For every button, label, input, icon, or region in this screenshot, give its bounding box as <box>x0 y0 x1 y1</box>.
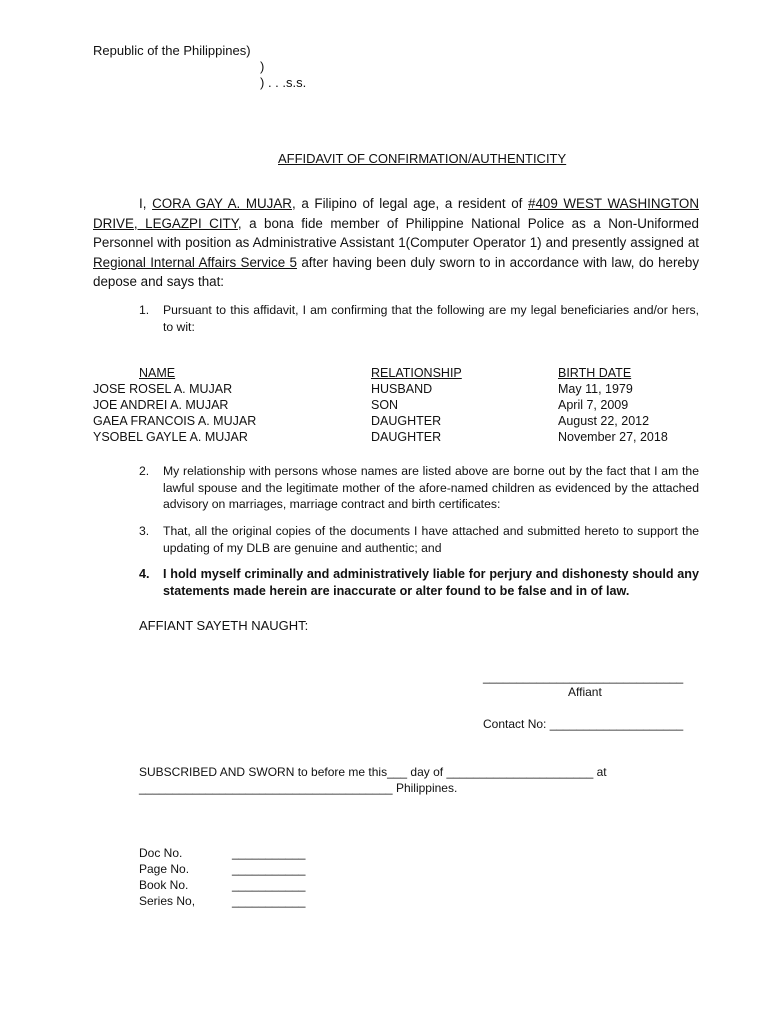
item-number: 1. <box>139 303 150 317</box>
table-header-name: NAME <box>139 366 176 380</box>
header-paren: ) <box>260 59 265 74</box>
table-cell-birthdate: August 22, 2012 <box>558 414 650 428</box>
table-header-birthdate: BIRTH DATE <box>558 366 632 380</box>
item-number: 2. <box>139 464 150 478</box>
table-cell-name: YSOBEL GAYLE A. MUJAR <box>93 430 248 444</box>
subscribed-sworn-line: SUBSCRIBED AND SWORN to before me this___ day of ______________________ at <box>139 765 607 779</box>
contact-number-field: Contact No: ____________________ <box>483 717 684 731</box>
intro-text-3: , a bona fide member of Philippine National Police as a Non-Uniformed Personnel with position as Administrative Assistant 1(Computer Operator 1) and presently assigned at <box>93 215 699 250</box>
affiant-address: #409 WEST WASHINGTON DRIVE, LEGAZPI CITY <box>93 196 699 231</box>
affiant-label: Affiant <box>568 685 602 699</box>
intro-paragraph <box>93 194 699 292</box>
subscribed-location-line: ______________________________________ Philippines. <box>139 781 458 795</box>
table-cell-relationship: DAUGHTER <box>371 430 442 444</box>
table-cell-relationship: HUSBAND <box>371 382 433 396</box>
header-ss: ) . . .s.s. <box>260 75 307 90</box>
notary-label: Series No, <box>139 894 196 908</box>
table-cell-birthdate: November 27, 2018 <box>558 430 668 444</box>
assigned-office: Regional Internal Affairs Service 5 <box>93 254 297 270</box>
table-cell-name: JOSE ROSEL A. MUJAR <box>93 382 233 396</box>
intro-text-1: I, <box>139 196 153 211</box>
intro-text-4: after having been duly sworn to in accordance with law, do hereby depose and says that: <box>93 254 700 289</box>
table-cell-relationship: DAUGHTER <box>371 414 442 428</box>
item-text: My relationship with persons whose names are listed above are borne out by the fact that I am the lawful spouse and the legitimate mother of the afore-named children as evidenced by the attached advisory on marriages, marriage contract and birth certificates: <box>163 464 699 511</box>
item-number: 4. <box>139 567 150 581</box>
table-cell-name: GAEA FRANCOIS A. MUJAR <box>93 414 257 428</box>
item-text: That, all the original copies of the documents I have attached and submitted hereto to support the updating of my DLB are genuine and authentic; and <box>163 524 699 555</box>
table-cell-birthdate: May 11, 1979 <box>558 382 633 396</box>
notary-blank: ___________ <box>232 894 306 908</box>
notary-blank: ___________ <box>232 878 306 892</box>
intro-text-2: , a Filipino of legal age, a resident of <box>291 196 528 211</box>
document-title: AFFIDAVIT OF CONFIRMATION/AUTHENTICITY <box>278 151 567 166</box>
affiant-name: CORA GAY A. MUJAR <box>152 196 292 211</box>
affiant-sayeth-naught: AFFIANT SAYETH NAUGHT: <box>139 618 309 633</box>
notary-blank: ___________ <box>232 846 306 860</box>
signature-line: ______________________________ <box>483 670 684 684</box>
notary-label: Book No. <box>139 878 189 892</box>
item-text: I hold myself criminally and administratively liable for perjury and dishonesty should any statements made herein are inaccurate or alter found to be false and in of law. <box>163 567 699 598</box>
header-republic: Republic of the Philippines) <box>93 43 251 58</box>
table-cell-relationship: SON <box>371 398 399 412</box>
notary-label: Doc No. <box>139 846 183 860</box>
item-number: 3. <box>139 524 150 538</box>
notary-label: Page No. <box>139 862 190 876</box>
item-text: Pursuant to this affidavit, I am confirming that the following are my legal beneficiaries and/or hers, to wit: <box>163 303 699 334</box>
table-cell-birthdate: April 7, 2009 <box>558 398 629 412</box>
table-cell-name: JOE ANDREI A. MUJAR <box>93 398 229 412</box>
table-header-relationship: RELATIONSHIP <box>371 366 462 380</box>
notary-blank: ___________ <box>232 862 306 876</box>
